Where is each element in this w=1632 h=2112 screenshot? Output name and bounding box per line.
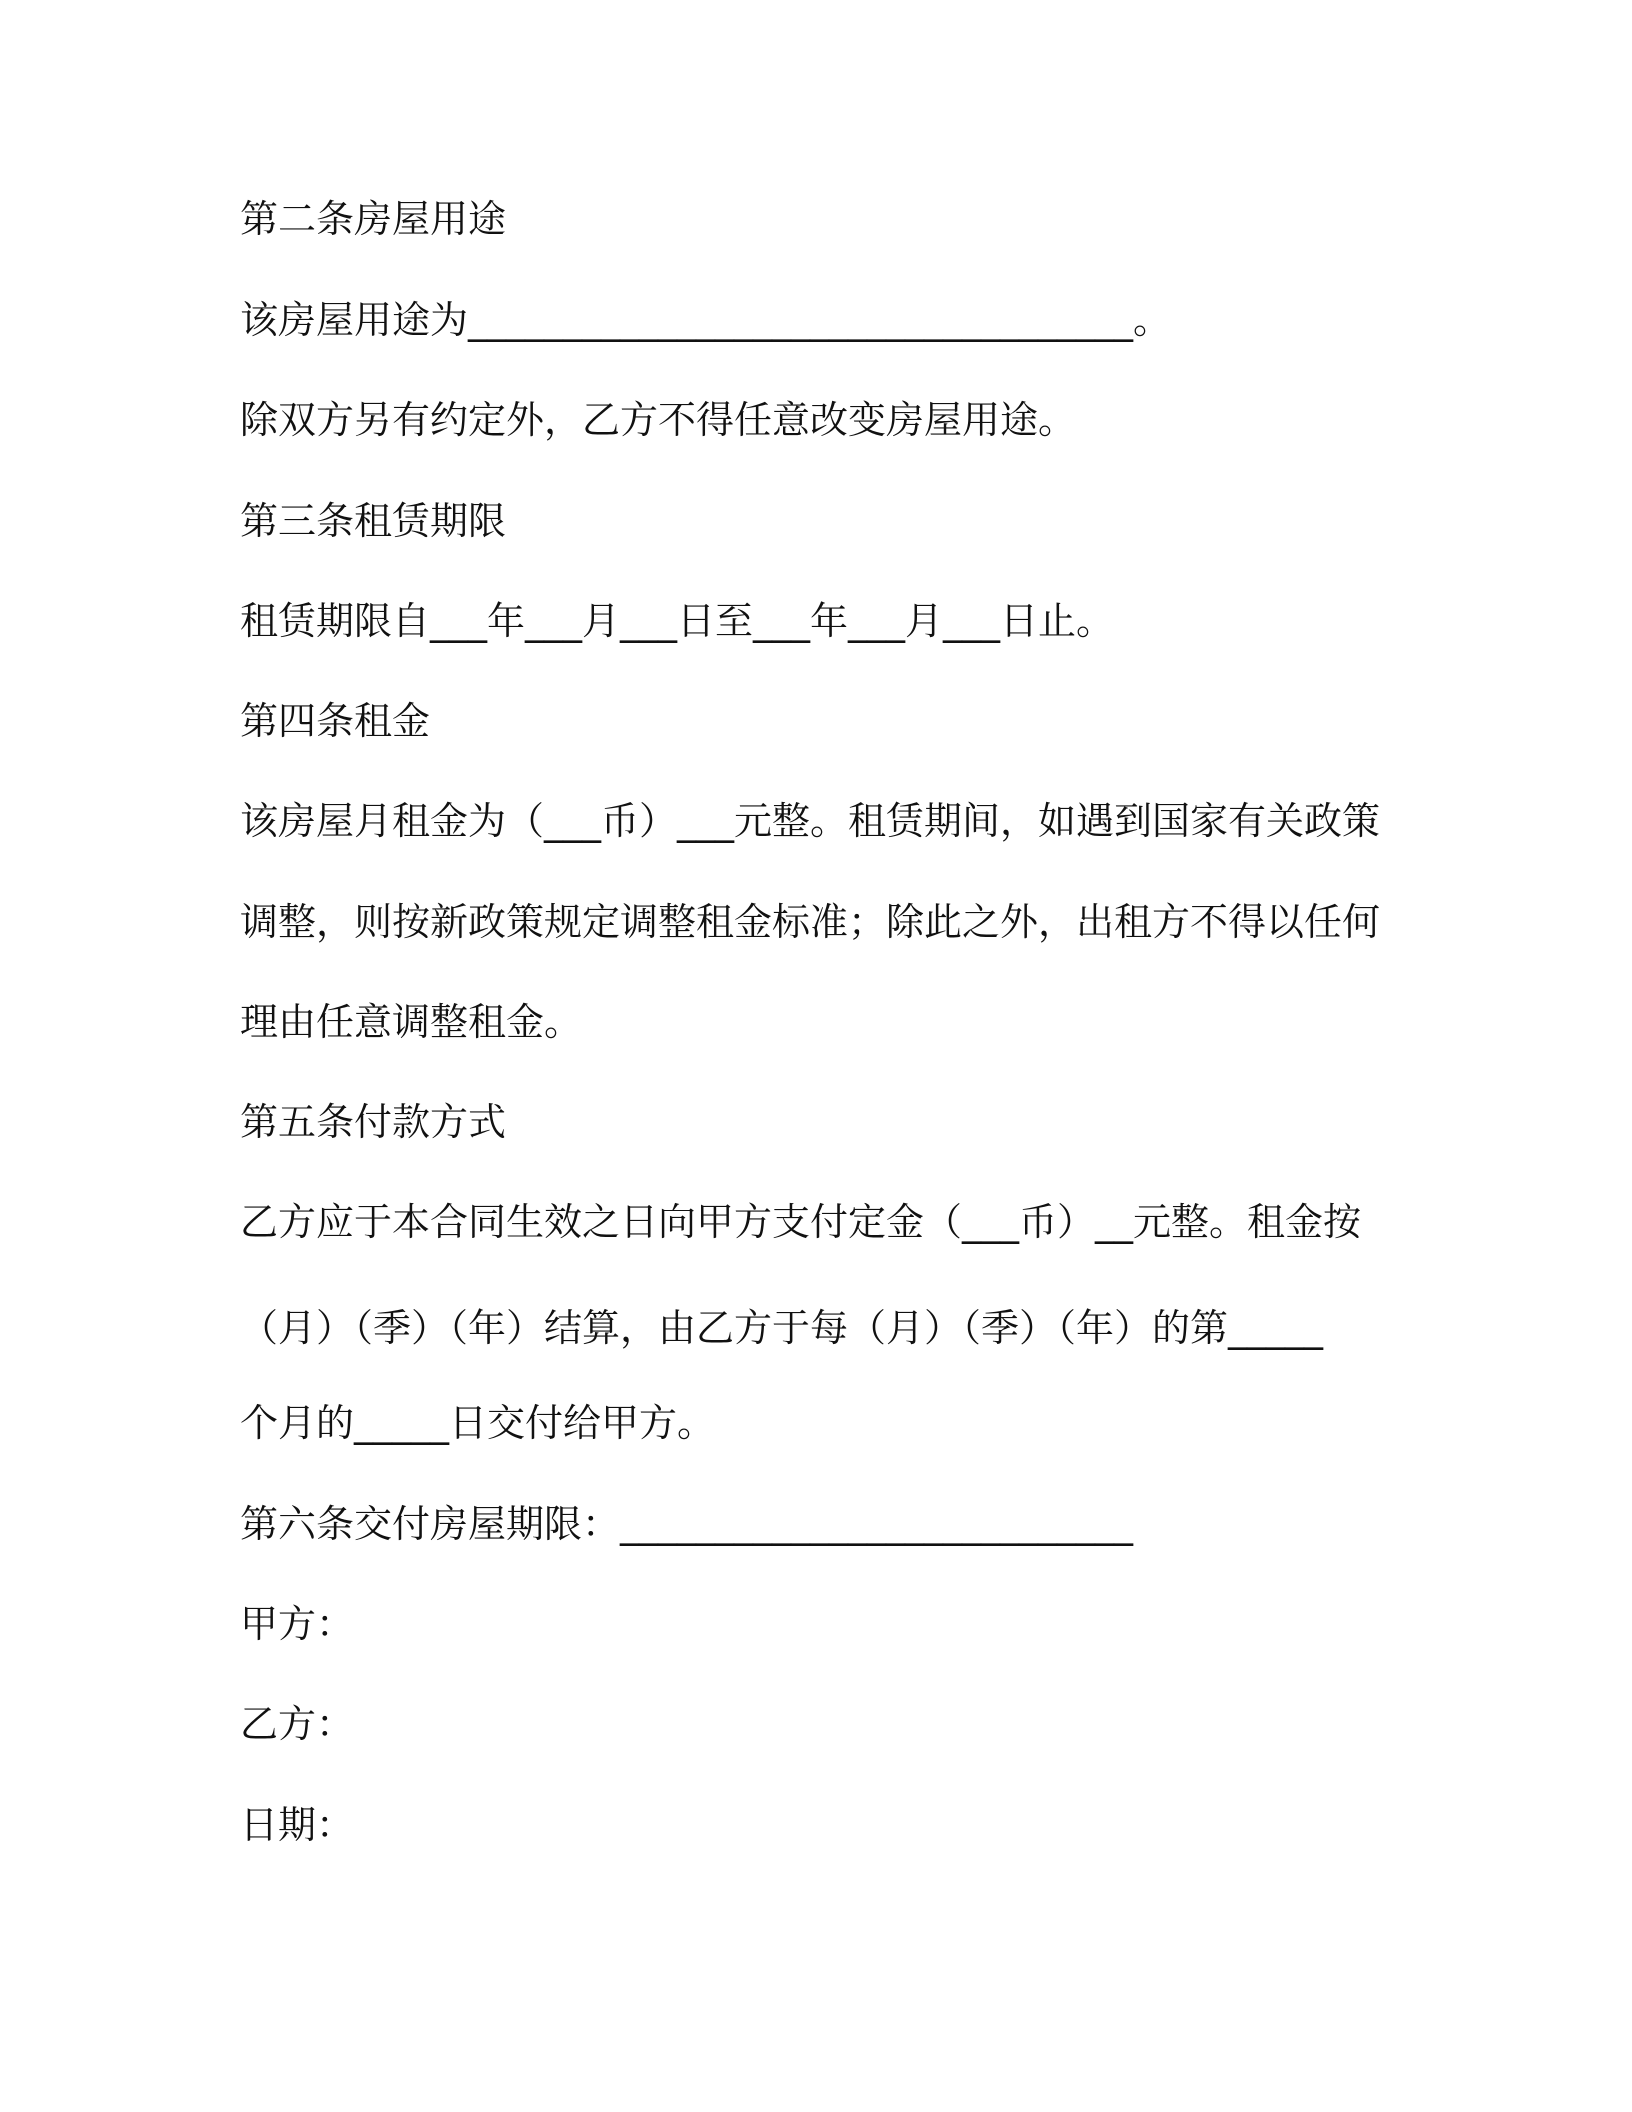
usage-restriction-line: 除双方另有约定外，乙方不得任意改变房屋用途。 (240, 398, 1077, 442)
date-label: 日期： (240, 1803, 355, 1847)
rent-paragraph-line-2: 调整，则按新政策规定调整租金标准；除此之外，出租方不得以任何 (240, 900, 1381, 944)
section-heading-article-4: 第四条租金 (240, 699, 431, 743)
payment-paragraph-line-3: 个月的_____日交付给甲方。 (240, 1401, 716, 1445)
party-b-signature-label: 乙方： (240, 1702, 355, 1746)
party-a-signature-label: 甲方： (240, 1602, 355, 1646)
payment-paragraph-line-1: 乙方应于本合同生效之日向甲方支付定金（___币）__元整。租金按 (240, 1200, 1362, 1244)
rent-paragraph-line-1: 该房屋月租金为（___币）___元整。租赁期间，如遇到国家有关政策 (240, 799, 1381, 843)
rent-paragraph-line-3: 理由任意调整租金。 (240, 1000, 583, 1044)
payment-paragraph-line-2: （月）（季）（年）结算，由乙方于每（月）（季）（年）的第_____ (240, 1306, 1324, 1350)
section-heading-article-5: 第五条付款方式 (240, 1100, 507, 1144)
section-heading-article-2: 第二条房屋用途 (240, 197, 507, 241)
section-heading-article-3: 第三条租赁期限 (240, 499, 507, 543)
delivery-term-line: 第六条交付房屋期限：___________________________ (240, 1502, 1134, 1546)
usage-line: 该房屋用途为___________________________________。 (240, 298, 1172, 342)
lease-term-line: 租赁期限自___年___月___日至___年___月___日止。 (240, 599, 1115, 643)
